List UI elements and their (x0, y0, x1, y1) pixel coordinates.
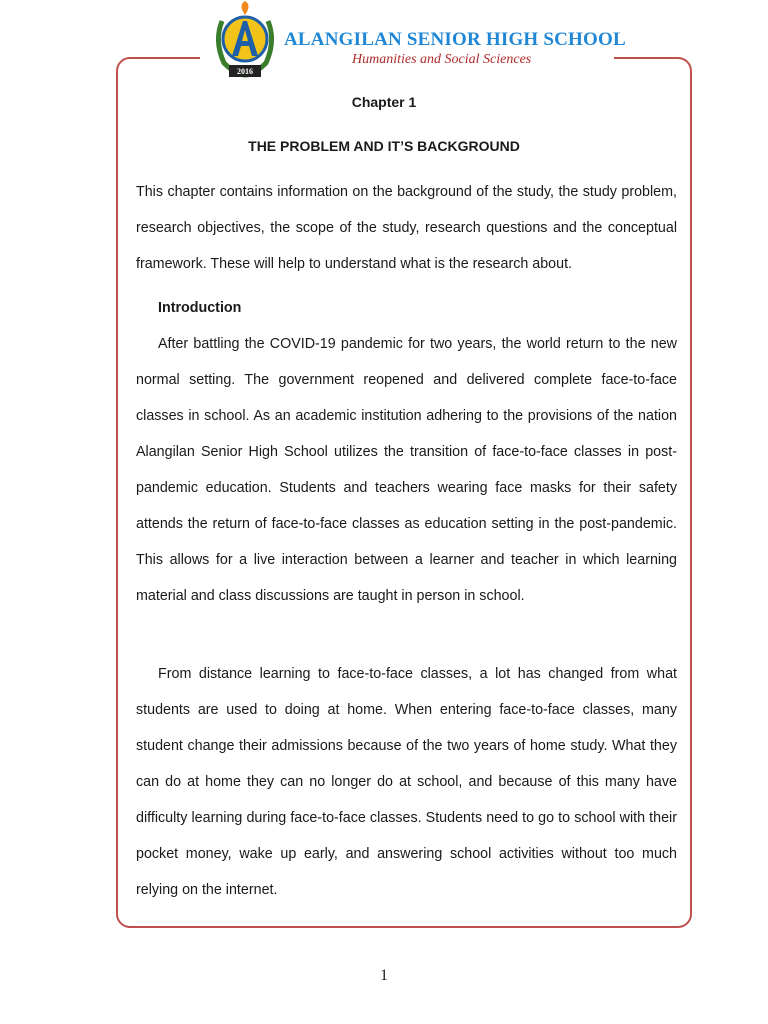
body-paragraph-2: From distance learning to face-to-face classes, a lot has changed from what students are used to doing at home. When entering face-to-face classes, many student change their admissions because of the two years of home study. What they can do at home they can no longer do at school, and because of this many have difficulty learning during face-to-face classes. Students need to go to school with their pocket money, wake up early, and answering school activities without too much relying on the internet. (136, 666, 677, 898)
svg-text:2016: 2016 (237, 67, 253, 76)
section-heading: Introduction (158, 300, 242, 316)
strand-subtitle: Humanities and Social Sciences (352, 52, 532, 67)
school-name: ALANGILAN SENIOR HIGH SCHOOL (284, 29, 626, 50)
school-logo (210, 1, 280, 81)
page-number: 1 (380, 967, 388, 984)
chapter-overview-paragraph: This chapter contains information on the background of the study, the study problem, research objectives, the scope of the study, research questions and the conceptual framework. These will help to understand what is the research about. (136, 184, 677, 272)
chapter-title: THE PROBLEM AND IT’S BACKGROUND (248, 138, 520, 154)
chapter-heading: Chapter 1 (351, 94, 417, 110)
body-paragraph-1: After battling the COVID-19 pandemic for two years, the world return to the new normal setting. The government reopened and delivered complete face-to-face classes in school. As an academic institution adhering to the provisions of the nation Alangilan Senior High School utilizes the transition of face-to-face classes in post-pandemic education. Students and teachers wearing face masks for their safety attends the return of face-to-face classes as education setting in the post-pandemic. This allows for a live interaction between a learner and teacher in which learning material and class discussions are taught in person in school. (136, 336, 677, 604)
